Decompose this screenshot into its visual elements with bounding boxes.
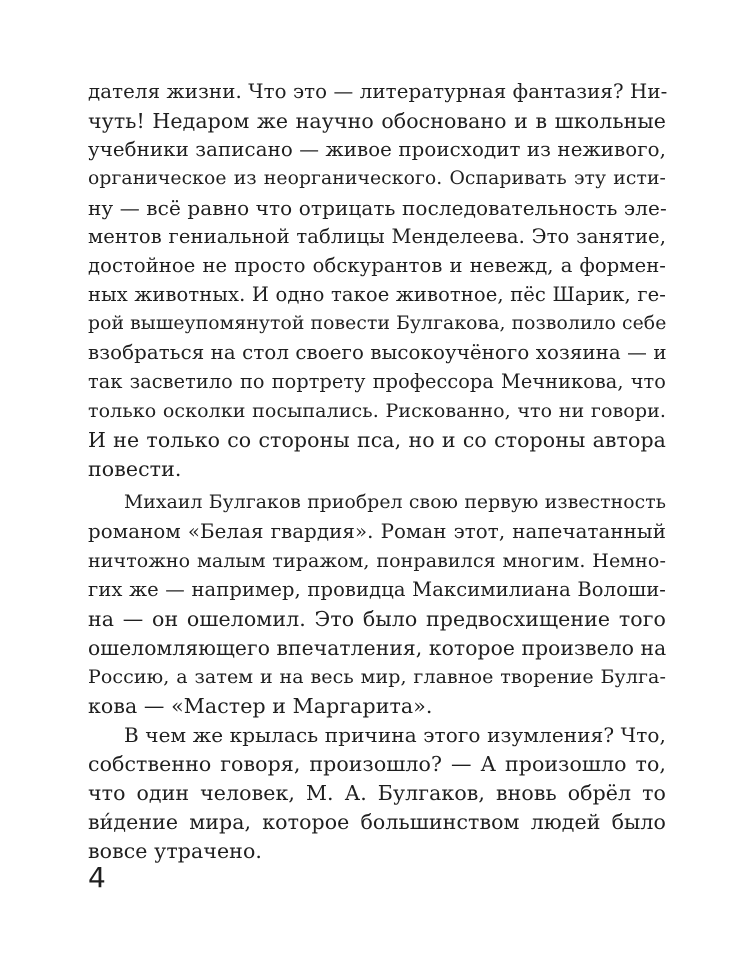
text-line: так засветило по портрету профессора Мечникова, что [88,370,666,393]
text-line: повести. [88,457,182,481]
page-number: 4 [88,861,106,894]
text-line: В чем же крылась причина этого изумления? Что, [124,723,666,747]
text-line: ви́дение мира, которое большинством людей было [88,810,666,834]
text-line: что один человек, М. А. Булгаков, вновь обрёл то [88,781,666,805]
text-line: Россию, а затем и на весь мир, главное творение Булга- [88,666,666,688]
text-line: рой вышеупомянутой повести Булгакова, позволило себе [88,313,667,334]
text-line: дателя жизни. Что это — литературная фантазия? Ни- [88,80,668,103]
text-line: ных животных. И одно такое животное, пёс Шарик, ге- [88,283,666,306]
text-line: И не только со стороны пса, но и со стороны автора [88,428,666,452]
text-line: ошеломляющего впечатления, которое произвело на [88,636,667,660]
text-line: ментов гениальной таблицы Менделеева. Это занятие, [88,225,666,248]
text-line: ну — всё равно что отрицать последовательность эле- [88,196,667,220]
text-line: романом «Белая гвардия». Роман этот, напечатанный [88,520,666,543]
text-line: учебники записано — живое происходит из неживого, [88,138,667,161]
text-line: ничтожно малым тиражом, понравился многим. Немно- [88,550,666,572]
text-line: взобраться на стол своего высокоучёного хозяина — и [88,341,667,364]
text-line: кова — «Мастер и Маргарита». [88,694,433,718]
text-line: чуть! Недаром же научно обосновано и в школьные [88,109,666,133]
text-line: органическое из неорганического. Оспаривать эту исти- [88,168,666,189]
text-line: только осколки посыпались. Рискованно, что ни говори. [88,400,666,422]
text-line: достойное не просто обскурантов и невежд, а формен- [88,254,666,277]
text-line: вовсе утрачено. [88,839,263,863]
text-line: на — он ошеломил. Это было предвосхищение того [88,607,666,631]
text-line: Михаил Булгаков приобрел свою первую известность [124,492,666,513]
text-line: собственно говоря, произошло? — А произошло то, [88,752,666,776]
text-line: гих же — например, провидца Максимилиана Волоши- [88,578,666,601]
